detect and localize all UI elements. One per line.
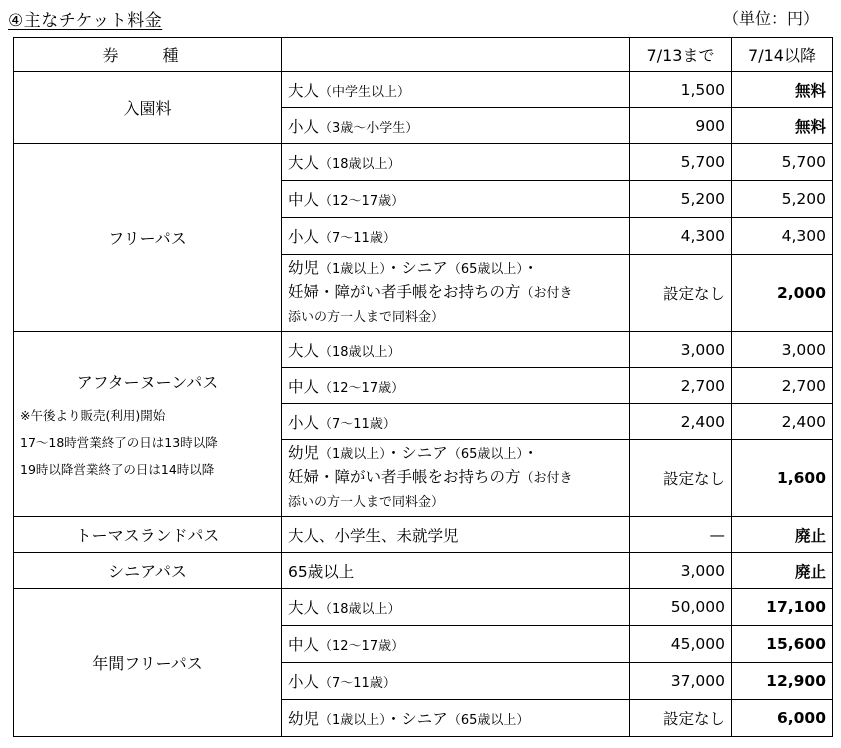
price-after: 2,700	[732, 368, 833, 404]
type-sub: （18歳以上）	[319, 157, 401, 172]
type-sub: （12～17歳）	[319, 380, 405, 396]
category-afternoon-pass-label: アフターヌーンパス	[76, 372, 219, 392]
price-before: 5,700	[630, 144, 732, 181]
price-after: 無料	[732, 72, 833, 108]
ticket-type	[282, 663, 630, 700]
ticket-type	[282, 72, 630, 108]
price-before: 37,000	[630, 663, 732, 700]
price-after: 17,100	[732, 589, 833, 626]
type-sub: （1歳以上）	[319, 713, 386, 728]
ticket-type: 65歳以上	[282, 553, 630, 589]
table-row	[14, 72, 833, 108]
price-after: 廃止	[732, 517, 833, 553]
type-main: ・シニア	[385, 444, 448, 462]
price-before: 3,000	[630, 553, 732, 589]
header-ticket-kind: 券 種	[14, 38, 282, 72]
type-main: 中人	[288, 191, 320, 209]
type-sub: （中学生以上）	[319, 84, 411, 100]
header-blank	[282, 38, 630, 72]
ticket-type	[282, 108, 630, 144]
price-before: 2,700	[630, 368, 732, 404]
type-sub: （7～11歳）	[319, 416, 396, 432]
type-main: 大人	[288, 81, 320, 100]
price-before: 設定なし	[630, 700, 732, 737]
type-main: 大人	[288, 599, 320, 617]
category-thomas-land-pass: トーマスランドパス	[14, 517, 282, 553]
ticket-type	[282, 700, 630, 737]
table-header-row	[14, 38, 833, 72]
price-before: 4,300	[630, 218, 732, 255]
type-sub: （7～11歳）	[319, 676, 396, 691]
type-main: 大人	[288, 154, 320, 172]
afternoon-note-line: 17～18時営業終了の日は13時以降	[20, 434, 218, 450]
type-main: ・シニア	[385, 710, 448, 728]
ticket-type	[282, 144, 630, 181]
ticket-type	[282, 589, 630, 626]
header-until-7-13: 7/13まで	[630, 38, 732, 72]
price-after: 15,600	[732, 626, 833, 663]
table-row	[14, 589, 833, 626]
type-main: 中人	[288, 636, 320, 654]
price-after: 2,400	[732, 404, 833, 440]
type-main: 中人	[288, 377, 320, 396]
type-sub: （18歳以上）	[319, 602, 401, 617]
table-row	[14, 517, 833, 553]
type-main: 小人	[288, 228, 320, 246]
afternoon-note-line: ※午後より販売(利用)開始	[20, 407, 166, 423]
type-main: ・	[522, 259, 539, 277]
afternoon-note	[20, 407, 275, 479]
type-main: 小人	[288, 413, 320, 432]
type-main: 小人	[288, 117, 320, 136]
type-sub: （65歳以上）	[447, 713, 530, 728]
ticket-type	[282, 332, 630, 368]
type-main: 大人	[288, 341, 320, 360]
price-after: 無料	[732, 108, 833, 144]
ticket-type	[282, 626, 630, 663]
type-main: 幼児	[288, 710, 320, 728]
type-main: ・	[522, 444, 539, 462]
price-before: 50,000	[630, 589, 732, 626]
afternoon-note-line: 19時以降営業終了の日は14時以降	[20, 461, 215, 477]
type-main: 妊婦・障がい者手帳をお持ちの方	[288, 283, 521, 301]
price-after: 5,200	[732, 181, 833, 218]
category-annual-free-pass: 年間フリーパス	[14, 589, 282, 737]
price-before: 2,400	[630, 404, 732, 440]
type-sub: （1歳以上）	[319, 262, 386, 277]
type-main: ・シニア	[385, 259, 448, 277]
price-before: 45,000	[630, 626, 732, 663]
type-main: 幼児	[288, 259, 320, 277]
price-before: 1,500	[630, 72, 732, 108]
type-sub: （3歳～小学生）	[319, 120, 419, 136]
type-sub: （18歳以上）	[319, 344, 401, 360]
price-after: 5,700	[732, 144, 833, 181]
unit-note: （単位：円）	[722, 9, 819, 28]
ticket-type	[282, 440, 630, 517]
price-before: 5,200	[630, 181, 732, 218]
ticket-type: 大人、小学生、未就学児	[282, 517, 630, 553]
category-afternoon-pass	[14, 332, 282, 517]
type-main: 小人	[288, 673, 320, 691]
price-after: 12,900	[732, 663, 833, 700]
category-admission: 入園料	[14, 72, 282, 144]
type-main: 妊婦・障がい者手帳をお持ちの方	[288, 468, 521, 486]
type-sub: （お付き	[520, 471, 573, 486]
type-main: 幼児	[288, 444, 320, 462]
price-before: —	[630, 517, 732, 553]
type-sub: （12～17歳）	[319, 194, 405, 209]
price-after: 6,000	[732, 700, 833, 737]
type-sub: （12～17歳）	[319, 639, 405, 654]
category-senior-pass: シニアパス	[14, 553, 282, 589]
type-sub: （お付き	[520, 286, 573, 301]
type-sub: （65歳以上）	[447, 262, 523, 277]
ticket-type	[282, 255, 630, 332]
table-row	[14, 553, 833, 589]
price-after: 1,600	[732, 440, 833, 517]
price-after: 廃止	[732, 553, 833, 589]
type-sub: 添いの方一人まで同料金）	[288, 310, 445, 325]
type-sub: 添いの方一人まで同料金）	[288, 495, 445, 510]
price-after: 3,000	[732, 332, 833, 368]
header-from-7-14: 7/14以降	[732, 38, 833, 72]
table-row	[14, 332, 833, 368]
type-sub: （1歳以上）	[319, 447, 386, 462]
price-before: 3,000	[630, 332, 732, 368]
type-sub: （7～11歳）	[319, 231, 396, 246]
page-title: ④主なチケット料金	[8, 11, 163, 31]
ticket-type	[282, 368, 630, 404]
price-before: 900	[630, 108, 732, 144]
ticket-type	[282, 218, 630, 255]
ticket-type	[282, 404, 630, 440]
table-row	[14, 144, 833, 181]
price-after: 2,000	[732, 255, 833, 332]
price-after: 4,300	[732, 218, 833, 255]
ticket-type	[282, 181, 630, 218]
price-before: 設定なし	[630, 440, 732, 517]
type-sub: （65歳以上）	[447, 447, 523, 462]
ticket-price-table	[13, 37, 833, 737]
price-before: 設定なし	[630, 255, 732, 332]
category-free-pass: フリーパス	[14, 144, 282, 332]
